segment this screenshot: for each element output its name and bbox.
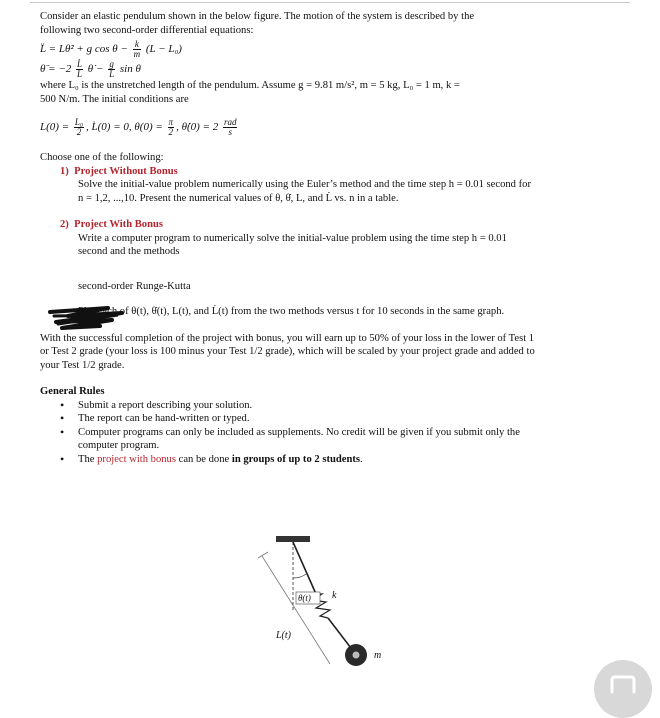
general-rules-list — [40, 399, 615, 467]
rule-item-3-line-1: Computer programs can only be included as supplements. No credit will be given if you submit only the — [78, 426, 520, 438]
project-2-line-2: second and the methods — [78, 246, 180, 257]
eq1-rhs: (L − L₀) — [145, 43, 182, 56]
ic-frac3-den: s — [228, 127, 232, 137]
params-line-1: where L₀ is the unstretched length of the pendulum. Assume g = 9.81 m/s², m = 5 kg, L₀ = 1 m, k = — [40, 80, 460, 91]
ic-fraction-1 — [74, 118, 84, 137]
pendulum-figure — [240, 532, 410, 672]
rule-item-3-line-2: computer program. — [78, 440, 160, 451]
rule-item-4-mid: can be done — [175, 453, 232, 465]
ic-frac1-num: L₀ — [74, 117, 84, 127]
ic-part-2: , L̇(0) = 0, θ(0) = — [86, 121, 163, 134]
ic-part-1: L(0) = — [40, 121, 70, 134]
eq1-frac-den: m — [133, 49, 141, 59]
ic-frac1-den: 2 — [76, 127, 82, 137]
chat-icon — [608, 674, 638, 696]
mass-label: m — [374, 650, 382, 661]
theta-label: θ(t) — [298, 593, 311, 603]
ic-part-3: , θ̇(0) = 2 — [176, 121, 219, 134]
eq2-frac1-den: L — [77, 69, 83, 79]
rule-item-4-red: project with bonus — [97, 453, 176, 465]
bonus-note-line-1: With the successful completion of the project with bonus, you will earn up to 50% of your loss in the lower of Test 1 — [40, 332, 535, 344]
project-2-line-1: Write a computer program to numerically solve the initial-value problem using the time step h = 0.01 — [78, 232, 507, 244]
rule-item-2: • The report can be hand-written or typed. — [78, 412, 615, 426]
length-dimension-line — [262, 556, 330, 664]
project-2-number: 2) — [60, 219, 69, 230]
rule-item-4-end: . — [360, 453, 363, 465]
eq2-fraction-2 — [108, 60, 115, 79]
eq2-fraction-1 — [76, 60, 83, 79]
equation-2 — [40, 60, 615, 79]
eq1-fraction — [133, 40, 142, 59]
project-1-title: Project Without Bonus — [74, 165, 178, 177]
length-label: L(t) — [276, 630, 291, 641]
initial-conditions — [40, 118, 615, 137]
top-divider — [30, 2, 630, 3]
bonus-note-line-3: your Test 1/2 grade. — [40, 359, 125, 371]
eq1-lhs: L̈ = Lθ̇² + g cos θ − — [40, 43, 128, 56]
intro-line-1: Consider an elastic pendulum shown in the below figure. The motion of the system is described by the — [40, 11, 475, 22]
rule-item-3 — [78, 426, 615, 453]
rule-item-4-prefix: The — [78, 453, 98, 465]
eq2-mid: θ̇ − — [87, 63, 104, 76]
document-page — [40, 10, 615, 466]
eq2-frac2-den: L — [109, 69, 115, 79]
eq2-frac1-num: L̇ — [77, 59, 83, 69]
rule-item-1: • Submit a report describing your solution. — [78, 399, 615, 413]
ic-fraction-3 — [223, 118, 238, 137]
ic-frac3-num: rad — [223, 117, 237, 127]
project-2-heading — [60, 218, 615, 232]
rule-item-4-bold: in groups of up to 2 students — [231, 453, 361, 465]
ic-frac2-num: π — [168, 117, 174, 127]
choose-text: Choose one of the following: — [40, 152, 164, 163]
project-2-title: Project With Bonus — [74, 219, 164, 230]
redaction-scribble — [48, 302, 128, 334]
pendulum-rod-upper — [293, 542, 316, 594]
ic-frac2-den: 2 — [168, 127, 174, 137]
pendulum-support — [276, 536, 310, 542]
equation-1 — [40, 40, 615, 59]
intro-line-2: following two second-order differential equations: — [40, 24, 254, 36]
general-rules-title: General Rules — [40, 386, 105, 397]
eq2-rhs: sin θ — [119, 63, 141, 76]
ic-fraction-2 — [168, 118, 175, 137]
eq2-lhs: θ̈ = −2 — [40, 63, 72, 76]
theta-angle-arc — [293, 574, 306, 578]
project-1-line-2: n = 1,2, ...,10. Present the numerical values of θ, θ̇, L, and L̇ vs. n in a table. — [78, 192, 399, 204]
project-1-heading — [60, 165, 615, 179]
bonus-note-line-2: or Test 2 grade (your loss is 100 minus your Test 1/2 grade), which will be scaled by your project grade and added to — [40, 346, 535, 357]
pendulum-mass-highlight — [353, 652, 360, 659]
chat-bubble-button[interactable] — [594, 660, 652, 718]
spring-k-label: k — [332, 590, 337, 601]
eq2-frac2-num: g — [109, 59, 114, 69]
project-2-plot: Plot each of θ(t), θ̇(t), L(t), and L̇(t) from the two methods versus t for 10 seconds in the same graph. — [78, 306, 505, 317]
project-2-method: second-order Runge-Kutta — [78, 280, 191, 292]
project-1-line-1: Solve the initial-value problem numerically using the Euler’s method and the time step h = 0.01 second for — [78, 179, 531, 190]
project-1-number: 1) — [60, 165, 69, 177]
params-line-2: 500 N/m. The initial conditions are — [40, 93, 189, 105]
rule-item-4 — [78, 453, 615, 467]
eq1-frac-num: k — [133, 40, 142, 50]
